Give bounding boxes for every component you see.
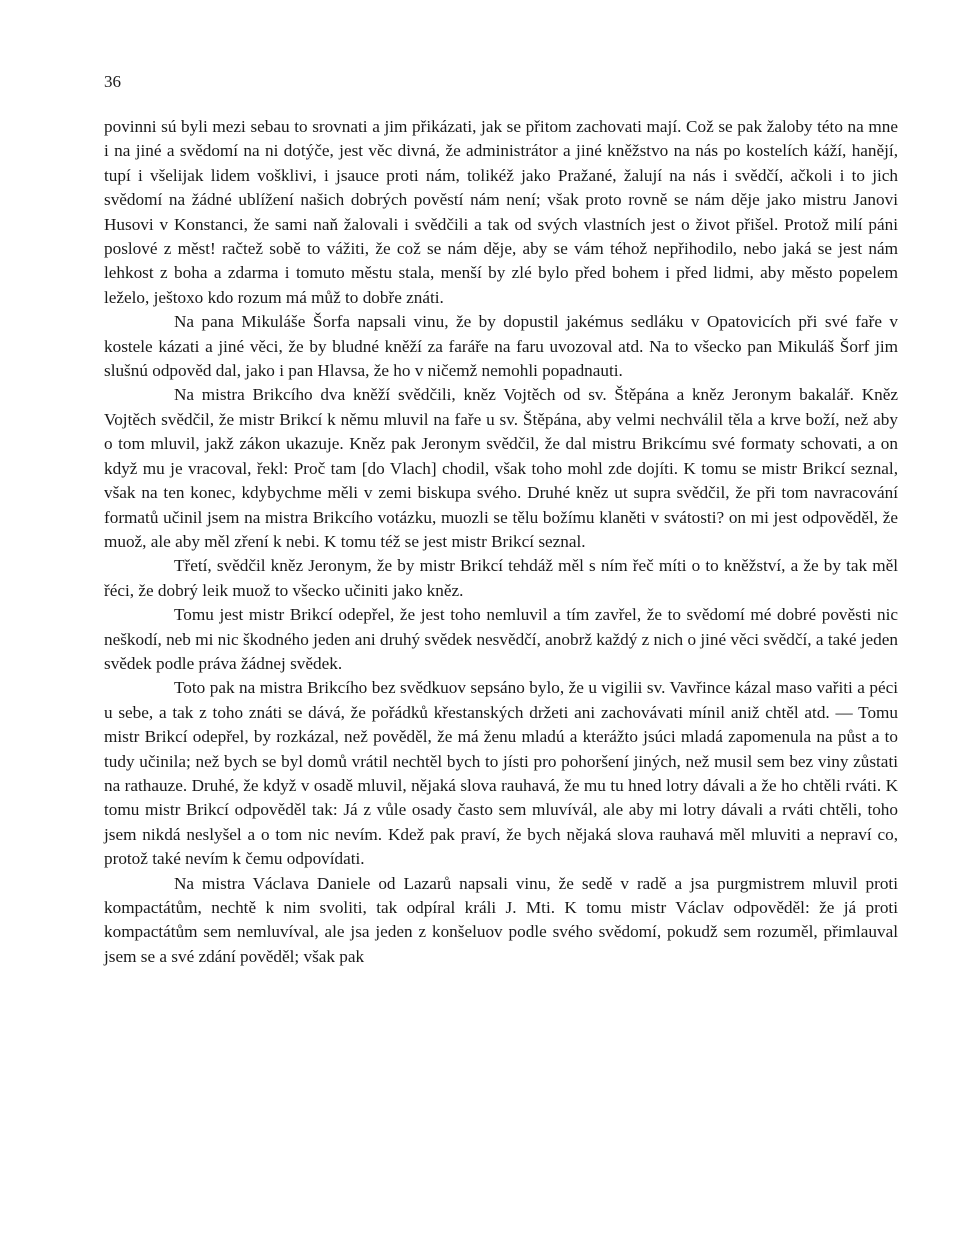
paragraph-brikci-denial: Tomu jest mistr Brikcí odepřel, že jest toho nemluvil a tím zavřel, že to svědomí mé dobré pověsti nic neškodí, neb mi nic škodného jeden ani druhý svědek nesvědčí, anobrž každý z nich o jiné věci svědčí, a také jeden svědek podle práva žádnej svědek. — [104, 605, 898, 673]
page-number: 36 — [104, 72, 121, 91]
paragraph-vigil: Toto pak na mistra Brikcího bez svědkuov sepsáno bylo, že u vigilii sv. Vavřince kázal maso vařiti a péci u sebe, a tak z toho znáti se dává, že pořádků křestanských držeti ani zachovávati mínil aniž chtěl atd. — Tomu mistr Brikcí odepřel, by rozkázal, než pověděl, že má ženu mladú a kterážto jsúci mladá zapomenula na půst a to tudy učinila; než bych se byl domů vrátil nechtěl bych to jísti pro pohoršení jiných, než musil sem bez viny zůstati na rathauze. Druhé, že když v osadě mluvil, nějaká slova rauhavá, že mu tu hned lotry dávali a že ho chtěli rváti. K tomu mistr Brikcí odpověděl tak: Já z vůle osady často sem mluvívál, ale aby mi lotry dávali a rváti chtěli, toho jsem nikdá neslyšel a o tom nic nevím. Kdež pak praví, že bych nějaká slova rauhavá měl mluviti a nepraví co, protož také nevím k čemu odpovídati. — [104, 678, 898, 869]
paragraph-third-testimony: Třetí, svědčil kněz Jeronym, že by mistr Brikcí tehdáž měl s ním řeč míti o to kněžství, a že by tak měl řéci, že dobrý leik muož to všecko učiniti jako kněz. — [104, 556, 898, 600]
paragraph-1: povinni sú byli mezi sebau to srovnati a jim přikázati, jak se přitom zachovati mají. Což se pak žaloby této na mne i na jiné a svědomí na ni dotýče, jest věc divná, že administrátor a jiné kněžstvo na nás po kostelích káží, hanějí, tupí i všelijak lidem vošklivi, i jsauce proti nám, tolikéž jako Pražané, žalují na nás i svědčí, ačkoli i to jich svědomí na žádné ublížení našich dobrých pověstí nám není; však proto rovně se nám děje jako mistru Janovi Husovi v Konstanci, že sami naň žalovali i svědčili a tak od svých vlastních jest o život přišel. Protož milí páni poslové z měst! račtež sobě to vážiti, že což se nám děje, aby se vám téhož nepřihodilo, nebo jaká se jest nám lehkost z boha a zdarma i tomuto městu stala, menší by zlé bylo před bohem i před lidmi, aby město popelem leželo, ještoxo kdo rozum má můž to dobře znáti. — [104, 117, 898, 307]
paragraph-sorf: Na pana Mikuláše Šorfa napsali vinu, že by dopustil jakémus sedláku v Opatovicích při své faře v kostele kázati a jiné věci, že by bludné kněží za faráře na faru uvozoval atd. Na to všecko pan Mikuláš Šorf jim slušnú odpověd dal, jako i pan Hlavsa, že ho v ničemž nemohli popadnauti. — [104, 312, 898, 381]
paragraph-brikci-witnesses: Na mistra Brikcího dva kněží svědčili, kněz Vojtěch od sv. Štěpána a kněz Jeronym bakalář. Kněz Vojtěch svědčil, že mistr Brikcí k němu mluvil na faře u sv. Štěpána, aby velmi nechválil těla a krve boží, než aby o tom mluvil, jakž zákon ukazuje. Kněz pak Jeronym svědčil, že dal mistru Brikcímu své formaty schovati, a on když mu je vracoval, řekl: Proč tam [do Vlach] chodil, však toho mohl zde dojíti. K tomu se mistr Brikcí seznal, však na ten konec, kdybychme měli v zemi biskupa svého. Druhé kněz ut supra svědčil, že při tom navracování formatů učinil jsem na mistra Brikcího votázku, muozli se tělu božímu klaněti v svátosti? on mi jest odpověděl, že muož, ale aby měl zření k nebi. K tomu též se jest mistr Brikcí seznal. — [104, 385, 898, 551]
paragraph-vaclav-daniel: Na mistra Václava Daniele od Lazarů napsali vinu, že sedě v radě a jsa purgmistrem mluvil proti kompactátům, nechtě k nim svoliti, tak odpíral králi J. Mti. K tomu mistr Václav odpověděl: že já proti kompactátům sem nemluvíval, ale jsa jeden z konšeluov podle svého svědomí, pokudž sem rozuměl, přimlauval jsem se a své zdání pověděl; však pak — [104, 873, 898, 966]
text-body — [104, 115, 898, 969]
